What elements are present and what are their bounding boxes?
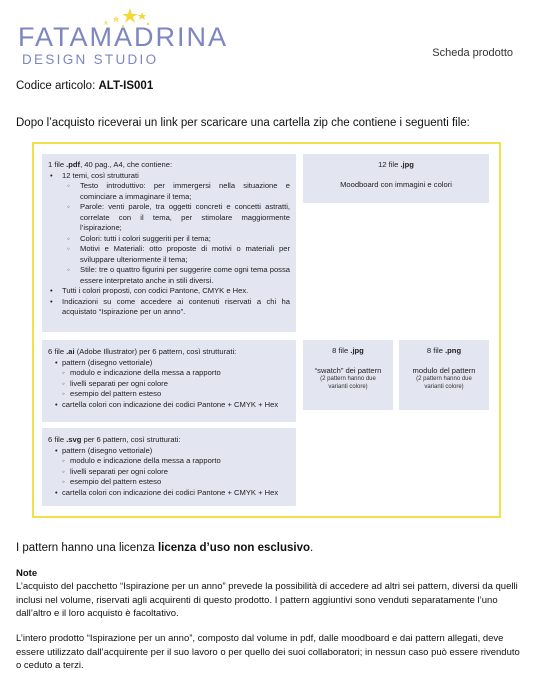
- jpg-moodboard-panel: [303, 154, 489, 203]
- jpg12-ext: .jpg: [400, 160, 414, 169]
- list-subitem: ◦ Motivi e Materiali: otto proposte di motivi o materiali per sviluppare ulteriormente il tema;: [48, 244, 290, 265]
- notes-paragraph-2: L’intero prodotto “Ispirazione per un anno”, composto dal volume in pdf, dalle moodboard e dai pattern allegati, deve essere utilizzato dall’acquirente per il suo lavoro o per quello dei suoi collaboratori; in nessun caso può essere rivenduto o ceduto a terzi.: [16, 633, 520, 671]
- list-item: • cartella colori con indicazione dei codici Pantone + CMYK + Hex: [48, 400, 290, 411]
- jpg12-desc: Moodboard con immagini e colori: [340, 179, 452, 189]
- ai-lead-desc: (Adobe Illustrator) per 6 pattern, così strutturati:: [74, 347, 237, 356]
- png-module-panel: [399, 340, 489, 410]
- list-item: • 12 temi, così strutturati: [48, 171, 290, 182]
- notes-paragraph-1: L’acquisto del pacchetto “Ispirazione per un anno” prevede la possibilità di accedere ad altri sei pattern, diversi da quelli inclusi nel volume, riservati agli acquirenti di questo prodotto. I pattern aggiuntivi sono venduti separatamente l’uno dall’altro e il loro acquisto è facoltativo.: [16, 581, 518, 619]
- page-title: Scheda prodotto: [432, 47, 513, 59]
- list-subitem: ◦ Stile: tre o quattro figurini per suggerire come ogni tema possa essere interpretato anche in stili diversi.: [48, 265, 290, 286]
- jpg8-ext: .jpg: [350, 346, 364, 355]
- article-code: [16, 80, 153, 92]
- svg-lead: [48, 435, 290, 446]
- list-item: • Tutti i colori proposti, con codici Pantone, CMYK e Hex.: [48, 286, 290, 297]
- list-subitem: ◦ Colori: tutti i colori suggeriti per il tema;: [48, 234, 290, 245]
- logo-wordmark: FATAMADRINA: [18, 22, 229, 52]
- svg-lead-count: 6 file: [48, 435, 67, 444]
- jpg8-note-2: varianti colore): [328, 383, 368, 390]
- intro-text: Dopo l’acquisto riceverai un link per scaricare una cartella zip che contiene i seguenti file:: [16, 117, 470, 129]
- jpg8-count: 8 file: [332, 346, 351, 355]
- license-type: licenza d’uso non esclusivo: [157, 542, 311, 554]
- license-text: [16, 542, 313, 554]
- license-text-a: I pattern hanno una licenza: [16, 542, 158, 554]
- jpg-swatch-panel: [303, 340, 393, 410]
- logo-subtitle: DESIGN STUDIO: [22, 52, 159, 67]
- ai-lead-count: 6 file: [48, 347, 67, 356]
- list-subitem: ◦ livelli separati per ogni colore: [48, 467, 290, 478]
- png8-count: 8 file: [426, 346, 446, 355]
- article-code-value: ALT-IS001: [98, 80, 154, 92]
- jpg8-desc: “swatch” dei pattern: [314, 365, 382, 375]
- ai-file-panel: [42, 340, 296, 422]
- list-subitem: ◦ modulo e indicazione della messa a rapporto: [48, 368, 290, 379]
- png8-note-2: varianti colore): [424, 383, 464, 390]
- png8-note-1: (2 pattern hanno due: [416, 376, 472, 382]
- list-subitem: ◦ modulo e indicazione della messa a rapporto: [48, 456, 290, 467]
- list-item: • Indicazioni su come accedere ai contenuti riservati a chi ha acquistato “Ispirazione per un anno”.: [48, 297, 290, 318]
- ai-lead-ext: .ai: [66, 347, 75, 356]
- svg-file-panel: [42, 428, 296, 506]
- png8-desc: modulo del pattern: [412, 365, 476, 375]
- list-subitem: ◦ Testo introduttivo: per immergersi nella situazione e cominciare a immaginare il tema;: [48, 181, 290, 202]
- jpg12-count: 12 file: [378, 160, 401, 169]
- article-code-label: Codice articolo:: [16, 80, 99, 92]
- svg-lead-ext: .svg: [66, 435, 82, 444]
- ai-lead: [48, 347, 290, 358]
- list-subitem: ◦ livelli separati per ogni colore: [48, 379, 290, 390]
- jpg8-note-1: (2 pattern hanno due: [320, 376, 376, 382]
- jpg12-lead: [303, 160, 489, 171]
- pdf-lead-count: 1 file: [48, 160, 67, 169]
- list-subitem: ◦ Parole: venti parole, tra oggetti concreti e concetti astratti, correlate con il tema, per stimolare maggiormente l’ispirazione;: [48, 202, 290, 234]
- list-item: • pattern (disegno vettoriale): [48, 358, 290, 369]
- list-subitem: ◦ esempio del pattern esteso: [48, 389, 290, 400]
- pdf-file-panel: [42, 154, 296, 332]
- license-text-c: .: [310, 542, 314, 554]
- pdf-lead: [48, 160, 290, 171]
- list-item: • pattern (disegno vettoriale): [48, 446, 290, 457]
- jpg8-lead: [303, 346, 393, 357]
- png8-ext: .png: [445, 346, 462, 355]
- list-item: • cartella colori con indicazione dei codici Pantone + CMYK + Hex: [48, 488, 290, 499]
- pdf-lead-desc: , 40 pag., A4, che contiene:: [80, 160, 173, 169]
- pdf-lead-ext: .pdf: [66, 160, 81, 169]
- list-subitem: ◦ esempio del pattern esteso: [48, 477, 290, 488]
- png8-lead: [399, 346, 489, 357]
- notes-heading: Note: [16, 568, 38, 579]
- svg-lead-desc: per 6 pattern, così strutturati:: [81, 435, 181, 444]
